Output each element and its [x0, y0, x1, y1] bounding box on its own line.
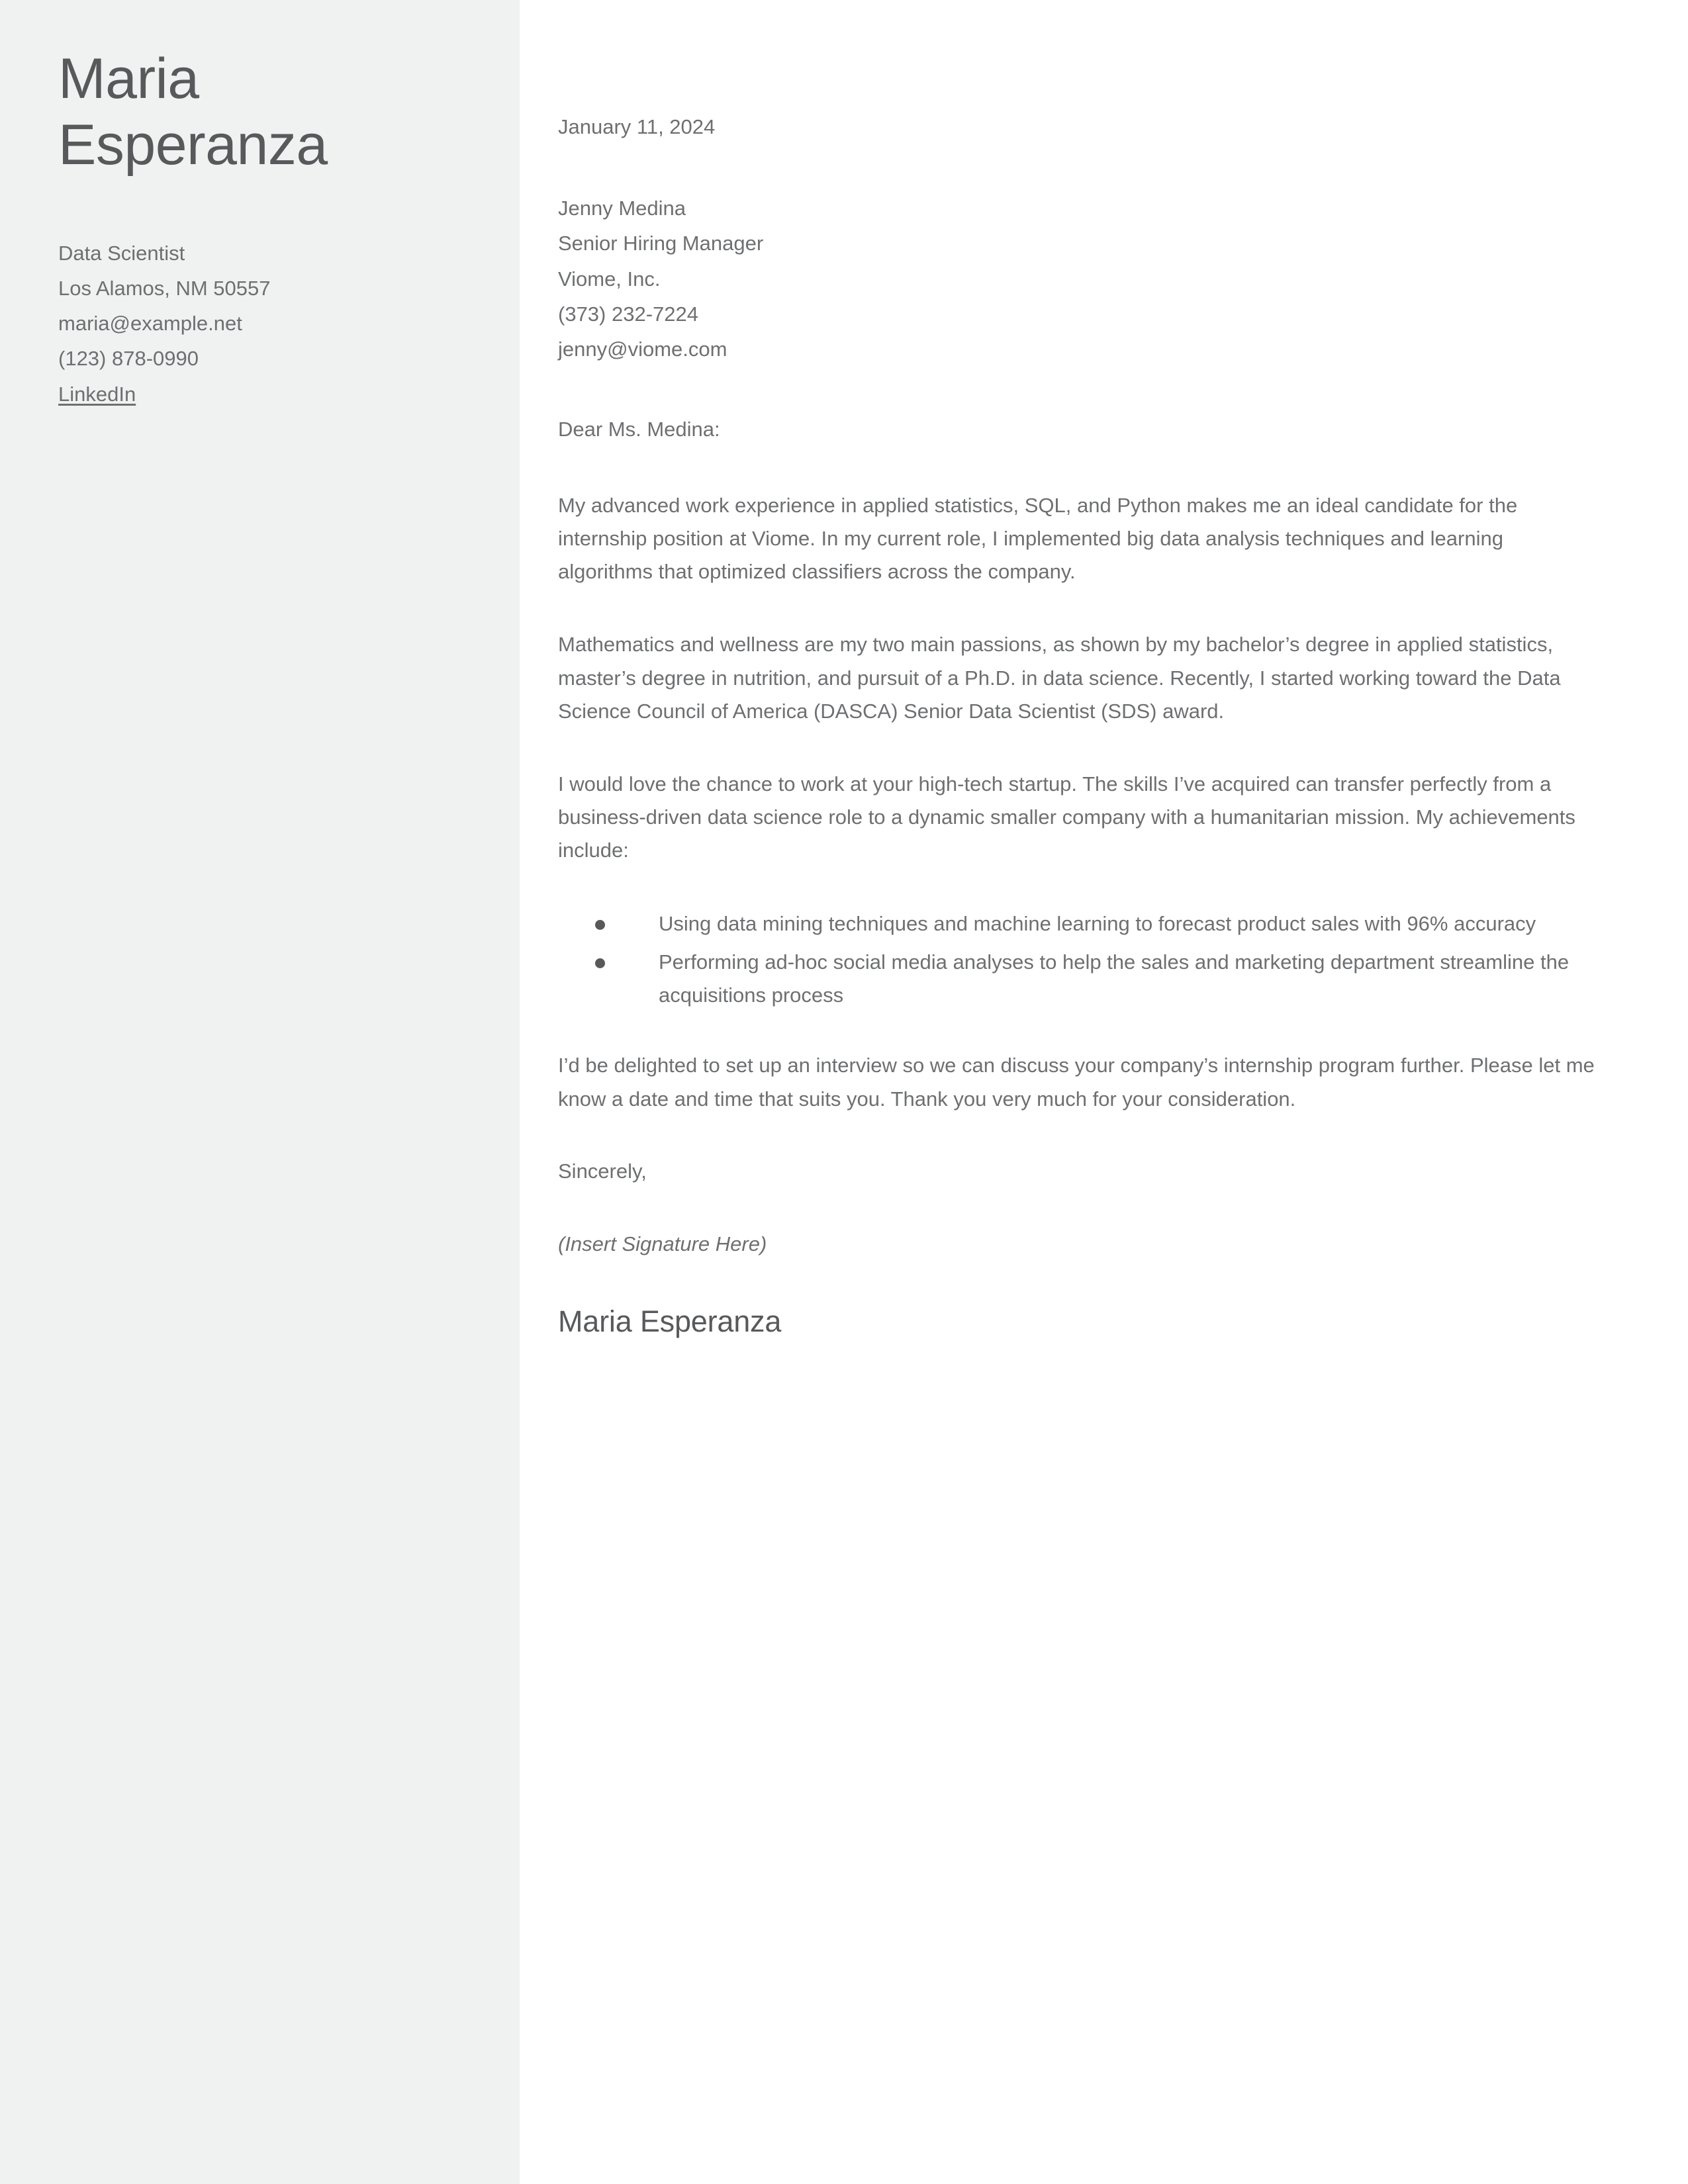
- closing-salutation: Sincerely,: [558, 1159, 647, 1183]
- letter-body: [520, 0, 1688, 2184]
- recipient-email[interactable]: jenny@viome.com: [558, 338, 727, 361]
- list-item-text: Performing ad-hoc social media analyses to help the sales and marketing department streamline the acquisitions process: [659, 950, 1570, 1007]
- contact-block: [58, 236, 480, 412]
- applicant-email[interactable]: maria@example.net: [58, 312, 242, 336]
- sidebar: [0, 0, 520, 2184]
- letter-content-column: [558, 111, 1597, 1341]
- recipient-name: Jenny Medina: [558, 197, 686, 220]
- body-paragraph-final: I’d be delighted to set up an interview so we can discuss your company’s internship program further. Please let me know a date and time that suits you. Thank you very much for your consideration.: [558, 1054, 1595, 1111]
- recipient-job-title: Senior Hiring Manager: [558, 232, 764, 255]
- body-paragraph-1: My advanced work experience in applied statistics, SQL, and Python makes me an ideal candidate for the internship position at Viome. In my current role, I implemented big data analysis techniques and learning algorithms that optimized classifiers across the company.: [558, 493, 1518, 584]
- salutation: Dear Ms. Medina:: [558, 417, 720, 441]
- applicant-name-heading: [58, 46, 480, 179]
- list-item-text: Using data mining techniques and machine learning to forecast product sales with 96% accuracy: [659, 911, 1536, 935]
- recipient-block: [558, 191, 1597, 367]
- signature-name: Maria Esperanza: [558, 1304, 782, 1338]
- letter-date: January 11, 2024: [558, 115, 716, 138]
- applicant-last-name: Esperanza: [58, 113, 328, 177]
- applicant-job-title: Data Scientist: [58, 241, 185, 265]
- list-item: [558, 907, 1597, 940]
- applicant-first-name: Maria: [58, 47, 199, 111]
- list-item: [558, 946, 1597, 1012]
- signature-placeholder: (Insert Signature Here): [558, 1232, 767, 1255]
- recipient-company: Viome, Inc.: [558, 267, 661, 291]
- body-paragraph-2: Mathematics and wellness are my two main passions, as shown by my bachelor’s degree in applied statistics, master’s degree in nutrition, and pursuit of a Ph.D. in data science. Recently, I started working toward the Data Science Council of America (DASCA) Senior Data Scientist (SDS) award.: [558, 633, 1561, 723]
- applicant-phone: (123) 878-0990: [58, 347, 199, 371]
- body-paragraph-3: I would love the chance to work at your high-tech startup. The skills I’ve acquired can transfer perfectly from a business-driven data science role to a dynamic smaller company with a humanitarian mission. My achievements include:: [558, 772, 1575, 862]
- linkedin-link[interactable]: LinkedIn: [58, 382, 136, 406]
- applicant-location: Los Alamos, NM 50557: [58, 276, 271, 300]
- achievements-list: [558, 907, 1597, 1013]
- bullet-dot-icon: [595, 920, 605, 930]
- recipient-phone: (373) 232-7224: [558, 302, 698, 326]
- bullet-dot-icon: [595, 958, 605, 968]
